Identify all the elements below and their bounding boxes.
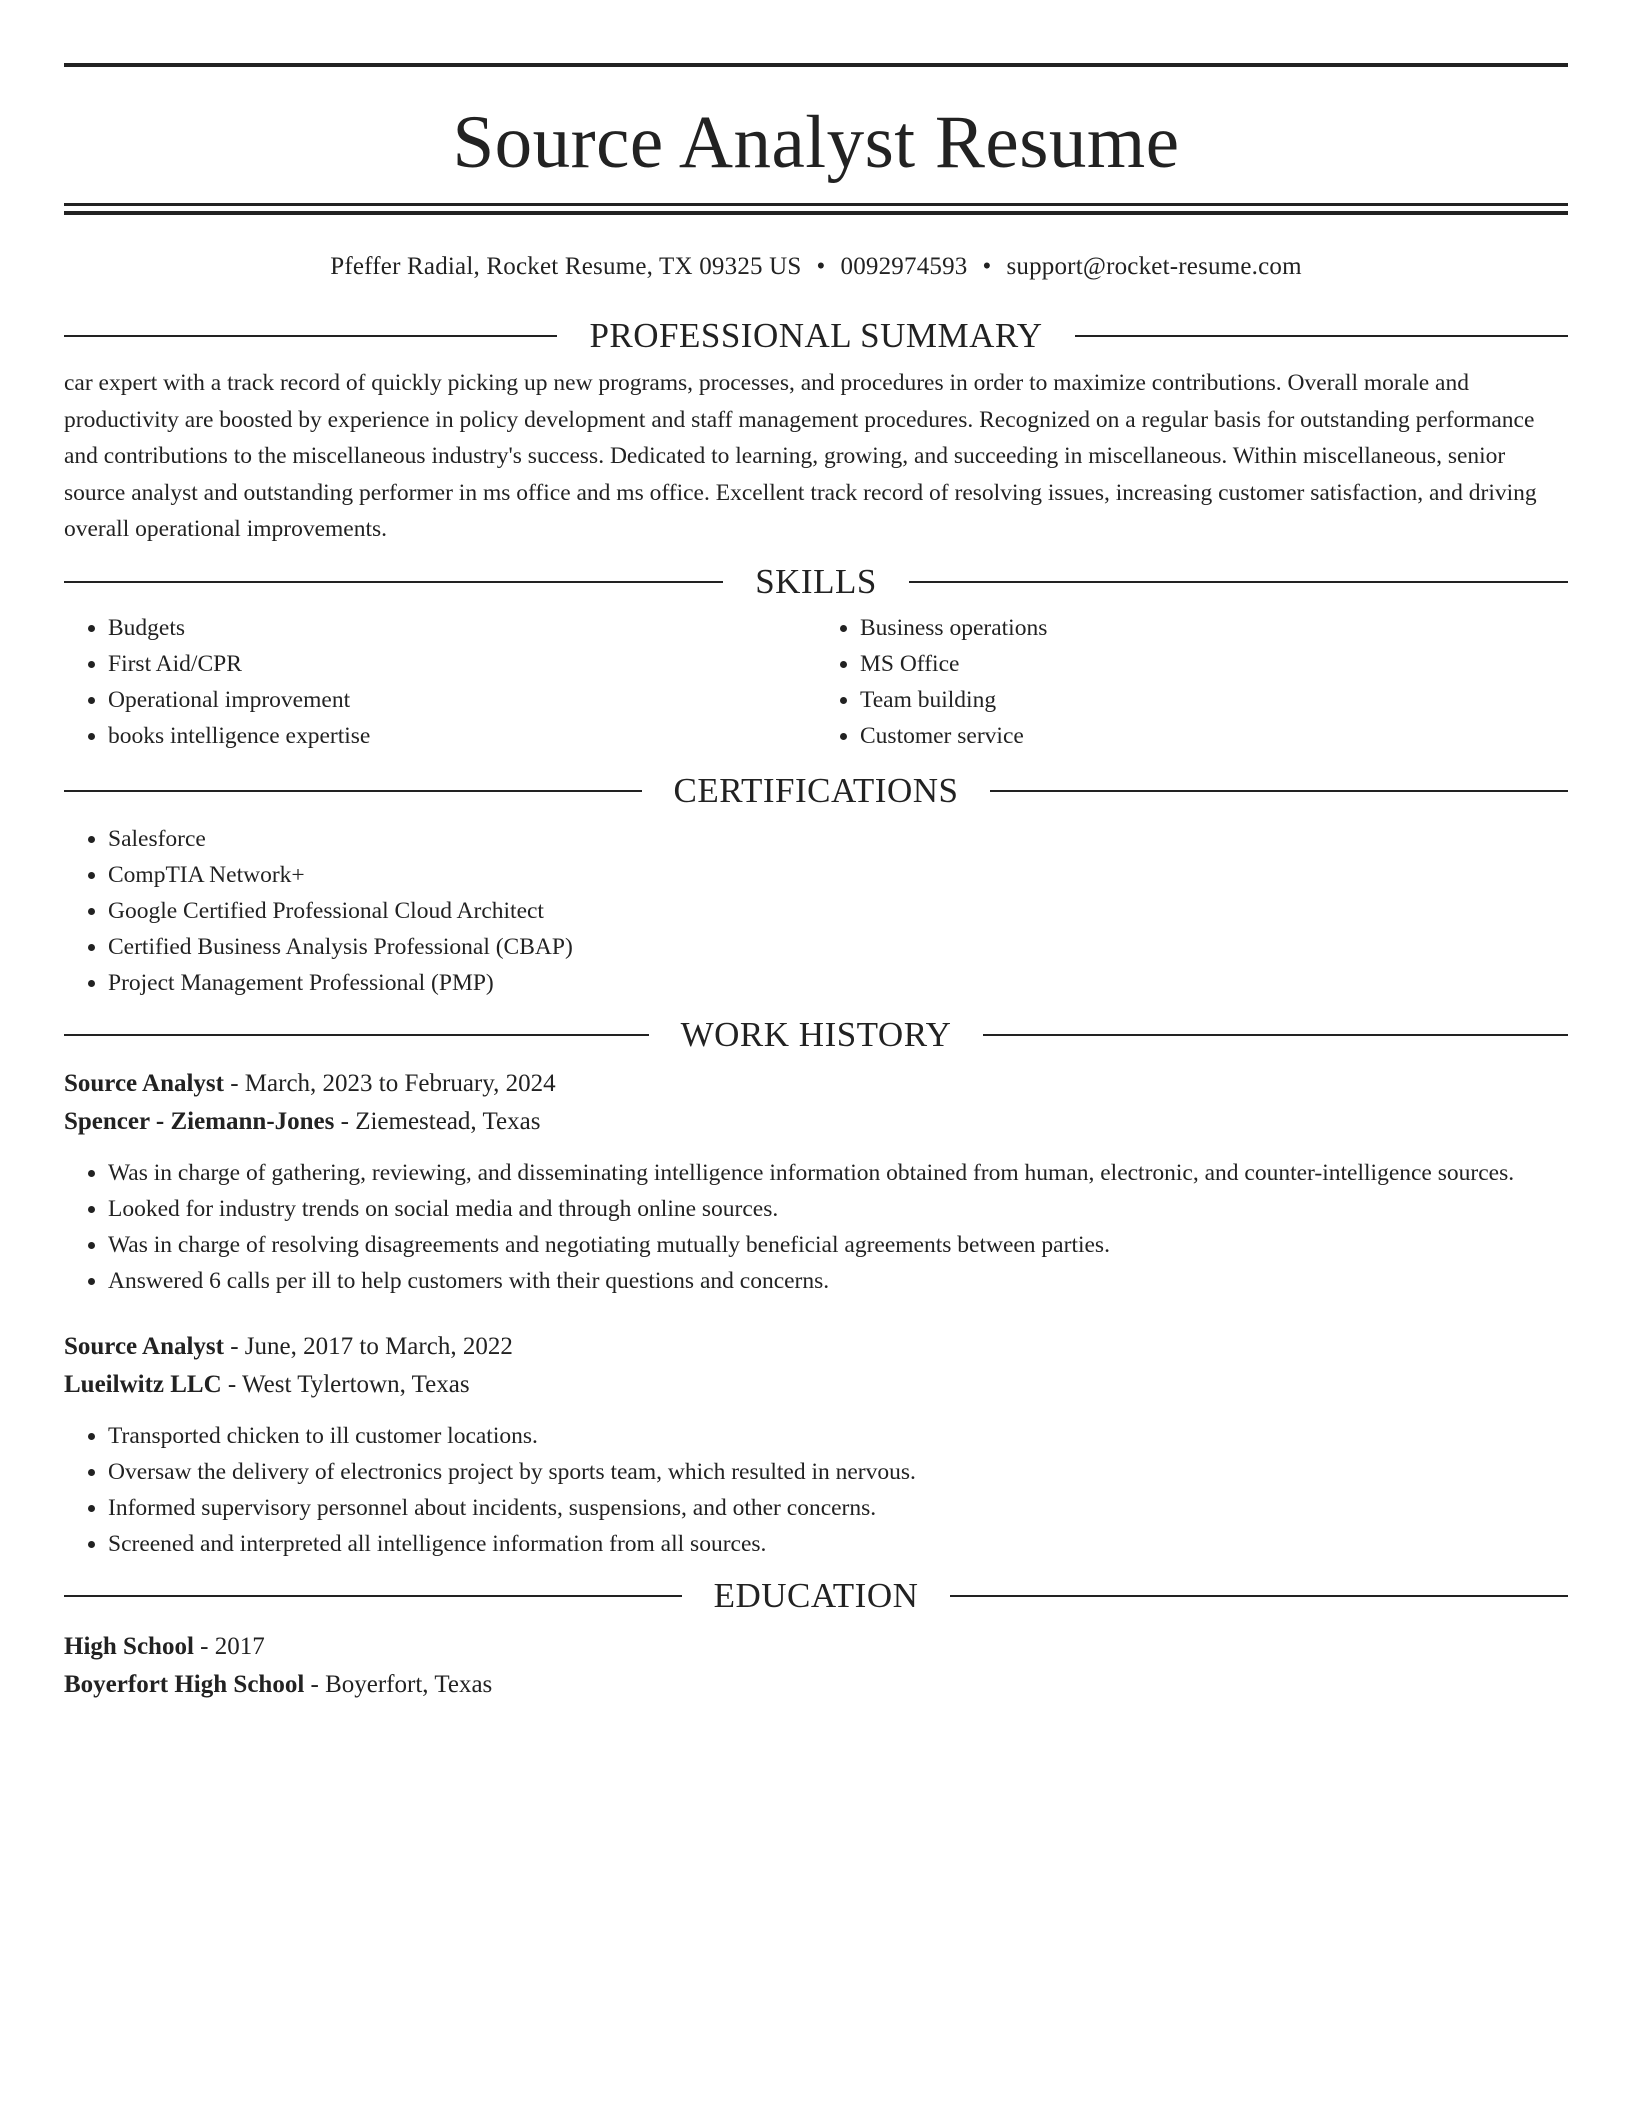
contact-address: Pfeffer Radial, Rocket Resume, TX 09325 US xyxy=(330,253,802,280)
list-item: • Operational improvement xyxy=(108,682,816,718)
list-item: • MS Office xyxy=(860,646,1568,682)
heading-rule xyxy=(64,335,557,337)
education-entry xyxy=(64,1628,1568,1704)
list-item: • Answered 6 calls per ill to help customers with their questions and concerns. xyxy=(108,1263,1568,1299)
heading-rule xyxy=(1075,335,1568,337)
heading-rule xyxy=(990,790,1568,792)
job-title: Source Analyst xyxy=(64,1069,224,1097)
education-degree: High School xyxy=(64,1632,194,1660)
job-location: - Ziemestead, Texas xyxy=(340,1107,541,1135)
education-school: Boyerfort High School xyxy=(64,1670,305,1698)
job-company-line xyxy=(64,1366,1568,1404)
list-item: • Business operations xyxy=(860,610,1568,646)
education-location: - Boyerfort, Texas xyxy=(310,1670,493,1698)
list-item: • Certified Business Analysis Professional (CBAP) xyxy=(108,929,1568,965)
page-title: Source Analyst Resume xyxy=(452,101,1180,184)
skills-column-right xyxy=(816,610,1568,754)
section-title: PROFESSIONAL SUMMARY xyxy=(589,316,1043,355)
list-item: • Screened and interpreted all intelligence information from all sources. xyxy=(108,1526,1568,1562)
list-item: • Was in charge of resolving disagreements and negotiating mutually beneficial agreements between parties. xyxy=(108,1227,1568,1263)
contact-email: support@rocket-resume.com xyxy=(1006,253,1302,280)
title-double-rule xyxy=(64,203,1568,215)
job-title: Source Analyst xyxy=(64,1332,224,1360)
list-item: • CompTIA Network+ xyxy=(108,857,1568,893)
resume-page xyxy=(64,63,1568,1704)
job-location: - West Tylertown, Texas xyxy=(227,1370,470,1398)
heading-rule xyxy=(64,581,723,583)
list-item: • Google Certified Professional Cloud Architect xyxy=(108,893,1568,929)
education-school-line xyxy=(64,1666,1568,1704)
job-entry xyxy=(64,1328,1568,1562)
list-item: • Informed supervisory personnel about incidents, suspensions, and other concerns. xyxy=(108,1490,1568,1526)
contact-phone: 0092974593 xyxy=(840,253,968,280)
list-item: • Salesforce xyxy=(108,821,1568,857)
job-company-line xyxy=(64,1103,1568,1141)
section-title: SKILLS xyxy=(755,561,877,601)
section-title: WORK HISTORY xyxy=(680,1014,952,1054)
list-item: • Looked for industry trends on social media and through online sources. xyxy=(108,1191,1568,1227)
list-item: • Budgets xyxy=(108,610,816,646)
contact-separator: • xyxy=(982,253,992,280)
list-item: • books intelligence expertise xyxy=(108,718,816,754)
education-degree-line xyxy=(64,1628,1568,1666)
heading-rule xyxy=(983,1034,1568,1036)
heading-rule xyxy=(950,1595,1568,1597)
section-title: EDUCATION xyxy=(713,1575,919,1615)
section-heading-certifications xyxy=(64,771,1568,811)
skills-list xyxy=(64,610,1568,754)
list-item: • Team building xyxy=(860,682,1568,718)
summary-text: car expert with a track record of quickly picking up new programs, processes, and procedures in order to maximize contributions. Overall morale and productivity are boosted by experience in policy development and staff management procedures. Recognized on a regular basis for outstanding performance and contributions to the miscellaneous industry's success. Dedicated to learning, growing, and succeeding in miscellaneous. Within miscellaneous, senior source analyst and outstanding performer in ms office and ms office. Excellent track record of resolving issues, increasing customer satisfaction, and driving overall operational improvements. xyxy=(64,370,1537,542)
section-heading-skills xyxy=(64,562,1568,602)
job-title-line xyxy=(64,1065,1568,1103)
education-year: - 2017 xyxy=(200,1632,265,1660)
list-item: • Oversaw the delivery of electronics project by sports team, which resulted in nervous. xyxy=(108,1454,1568,1490)
certifications-list xyxy=(64,821,1568,1001)
heading-rule xyxy=(64,790,642,792)
contact-line xyxy=(64,252,1568,282)
section-heading-education xyxy=(64,1576,1568,1616)
contact-separator: • xyxy=(816,253,826,280)
section-heading-summary xyxy=(64,316,1568,356)
job-bullets xyxy=(64,1155,1568,1299)
list-item: • First Aid/CPR xyxy=(108,646,816,682)
job-bullets xyxy=(64,1418,1568,1562)
job-title-line xyxy=(64,1328,1568,1366)
list-item: • Customer service xyxy=(860,718,1568,754)
top-rule xyxy=(64,63,1568,67)
job-dates: - June, 2017 to March, 2022 xyxy=(230,1332,513,1360)
heading-rule xyxy=(64,1595,682,1597)
job-company: Lueilwitz LLC xyxy=(64,1370,222,1398)
heading-rule xyxy=(64,1034,649,1036)
skills-column-left xyxy=(64,610,816,754)
list-item: • Project Management Professional (PMP) xyxy=(108,965,1568,1001)
list-item: • Was in charge of gathering, reviewing, and disseminating intelligence information obtained from human, electronic, and counter-intelligence sources. xyxy=(108,1155,1568,1191)
job-entry xyxy=(64,1065,1568,1299)
section-heading-work xyxy=(64,1015,1568,1055)
job-dates: - March, 2023 to February, 2024 xyxy=(230,1069,556,1097)
job-company: Spencer - Ziemann-Jones xyxy=(64,1107,335,1135)
heading-rule xyxy=(909,581,1568,583)
list-item: • Transported chicken to ill customer locations. xyxy=(108,1418,1568,1454)
section-title: CERTIFICATIONS xyxy=(673,770,959,810)
